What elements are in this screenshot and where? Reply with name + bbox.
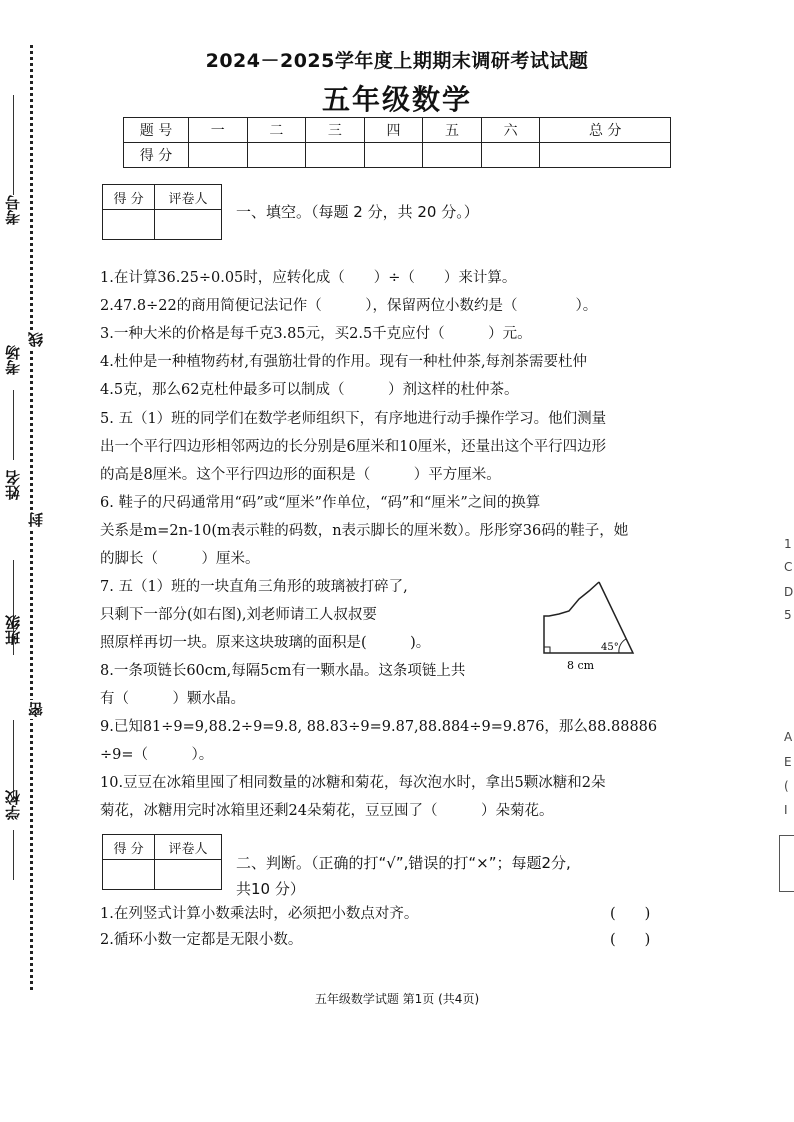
question-line: 7. 五（1）班的一块直角三角形的玻璃被打碎了, — [100, 579, 408, 595]
edge-fragment: 1 — [784, 537, 792, 551]
score-table-score-label: 得 分 — [124, 143, 189, 168]
seal-word-seal: 封 — [27, 512, 45, 527]
question-line: 6. 鞋子的尺码通常用“码”或“厘米”作单位，“码”和“厘米”之间的换算 — [100, 495, 541, 511]
score-cell[interactable] — [481, 143, 540, 168]
edge-fragment: A — [784, 730, 793, 744]
score-cell[interactable] — [364, 143, 423, 168]
question-line: 4.5克，那么62克杜仲最多可以制成（ ）剂这样的杜仲茶。 — [100, 382, 519, 398]
score-cell[interactable] — [189, 143, 248, 168]
score-table — [123, 117, 671, 168]
exam-title: 2024－2025学年度上期期末调研考试试题 — [205, 50, 589, 72]
edge-fragment: D — [784, 585, 794, 599]
grader-name-cell[interactable] — [155, 860, 222, 890]
question-line: 的脚长（ ）厘米。 — [100, 551, 260, 567]
question-line: 只剩下一部分(如右图),刘老师请工人叔叔要 — [100, 607, 377, 623]
margin-label-school: 学校 — [4, 790, 22, 820]
question-line: ÷9=（ ）。 — [100, 747, 214, 763]
score-cell[interactable] — [306, 143, 365, 168]
angle-label: 45° — [601, 642, 619, 653]
grader-name-label: 评卷人 — [155, 835, 222, 860]
score-cell[interactable] — [423, 143, 482, 168]
question-line: 5. 五（1）班的同学们在数学老师组织下，有序地进行动手操作学习。他们测量 — [100, 411, 607, 427]
judgement-item: 2.循环小数一定都是无限小数。 — [100, 932, 303, 948]
score-table-col-5: 五 — [423, 118, 482, 143]
question-line: 10.豆豆在冰箱里囤了相同数量的冰糖和菊花，每次泡水时，拿出5颗冰糖和2朵 — [100, 775, 606, 791]
question-line: 的高是8厘米。这个平行四边形的面积是（ ）平方厘米。 — [100, 467, 501, 483]
question-line: 菊花，冰糖用完时冰箱里还剩24朵菊花，豆豆囤了（ ）朵菊花。 — [100, 803, 554, 819]
judgement-answer-blank[interactable]: ( ) — [610, 932, 651, 948]
question-line: 出一个平行四边形相邻两边的长分别是6厘米和10厘米，还量出这个平行四边形 — [100, 439, 607, 455]
grader-box-section2 — [102, 834, 222, 890]
score-table-col-6: 六 — [481, 118, 540, 143]
right-angle-mark — [544, 647, 550, 653]
grader-score-cell[interactable] — [103, 210, 155, 240]
judgement-answer-blank[interactable]: ( ) — [610, 906, 651, 922]
question-line: 照原样再切一块。原来这块玻璃的面积是( )。 — [100, 635, 431, 651]
judgement-item: 1.在列竖式计算小数乘法时，必须把小数点对齐。 — [100, 906, 419, 922]
grader-score-cell[interactable] — [103, 860, 155, 890]
question-line: 3.一种大米的价格是每千克3.85元，买2.5千克应付（ ）元。 — [100, 326, 532, 342]
seal-word-line: 线 — [27, 332, 45, 347]
grader-name-cell[interactable] — [155, 210, 222, 240]
grader-score-label: 得 分 — [103, 185, 155, 210]
question-line: 2.47.8÷22的商用简便记法记作（ ），保留两位小数约是（ ）。 — [100, 298, 598, 314]
edge-fragment: E — [784, 755, 792, 769]
section2-heading-line1: 二、判断。（正确的打“√”,错误的打“×”；每题2分, — [236, 854, 571, 872]
seal-word-secret: 密 — [27, 702, 45, 717]
question-line: 1.在计算36.25÷0.05时，应转化成（ ）÷（ ）来计算。 — [100, 270, 517, 286]
base-length-label: 8 cm — [567, 659, 595, 672]
question-line: 有（ ）颗水晶。 — [100, 691, 245, 707]
margin-label-class: 班级 — [4, 615, 22, 645]
score-table-col-3: 三 — [306, 118, 365, 143]
grader-name-label: 评卷人 — [155, 185, 222, 210]
triangle-outline — [544, 582, 633, 653]
exam-subject: 五年级数学 — [321, 83, 472, 116]
edge-fragment: 5 — [784, 608, 792, 622]
question-line: 8.一条项链长60cm,每隔5cm有一颗水晶。这条项链上共 — [100, 663, 466, 679]
margin-label-kaochang: 考场 — [4, 345, 22, 375]
edge-fragment: C — [784, 560, 793, 574]
score-cell[interactable] — [247, 143, 306, 168]
question-line: 4.杜仲是一种植物药材,有强筋壮骨的作用。现有一种杜仲茶,每剂茶需要杜仲 — [100, 354, 588, 370]
broken-triangle-figure — [535, 578, 640, 673]
section1-heading: 一、填空。（每题 2 分，共 20 分。） — [236, 203, 479, 221]
score-cell[interactable] — [540, 143, 671, 168]
school-underline — [13, 830, 14, 880]
grader-box-section1 — [102, 184, 222, 240]
question-line: 关系是m=2n-10(m表示鞋的码数，n表示脚长的厘米数）。彤彤穿36码的鞋子，她 — [100, 523, 629, 539]
edge-fragment: I — [784, 803, 788, 817]
score-table-header-label: 题 号 — [124, 118, 189, 143]
kaochang-underline — [13, 390, 14, 460]
question-line: 9.已知81÷9=9,88.2÷9=9.8, 88.83÷9=9.87,88.884÷9=9.876，那么88.88886 — [100, 719, 658, 735]
score-table-col-total: 总 分 — [540, 118, 671, 143]
page-footer: 五年级数学试题 第1页 (共4页) — [314, 992, 480, 1006]
edge-fragment: ( — [784, 779, 789, 793]
score-table-col-1: 一 — [189, 118, 248, 143]
grader-score-label: 得 分 — [103, 835, 155, 860]
score-table-col-4: 四 — [364, 118, 423, 143]
class-underline — [13, 720, 14, 800]
margin-label-kaohao: 考号 — [4, 195, 22, 225]
angle-arc — [619, 639, 626, 653]
score-table-col-2: 二 — [247, 118, 306, 143]
edge-box-fragment — [779, 835, 794, 892]
margin-label-name: 姓名 — [4, 470, 22, 500]
section2-heading-line2: 共10 分） — [236, 880, 305, 898]
